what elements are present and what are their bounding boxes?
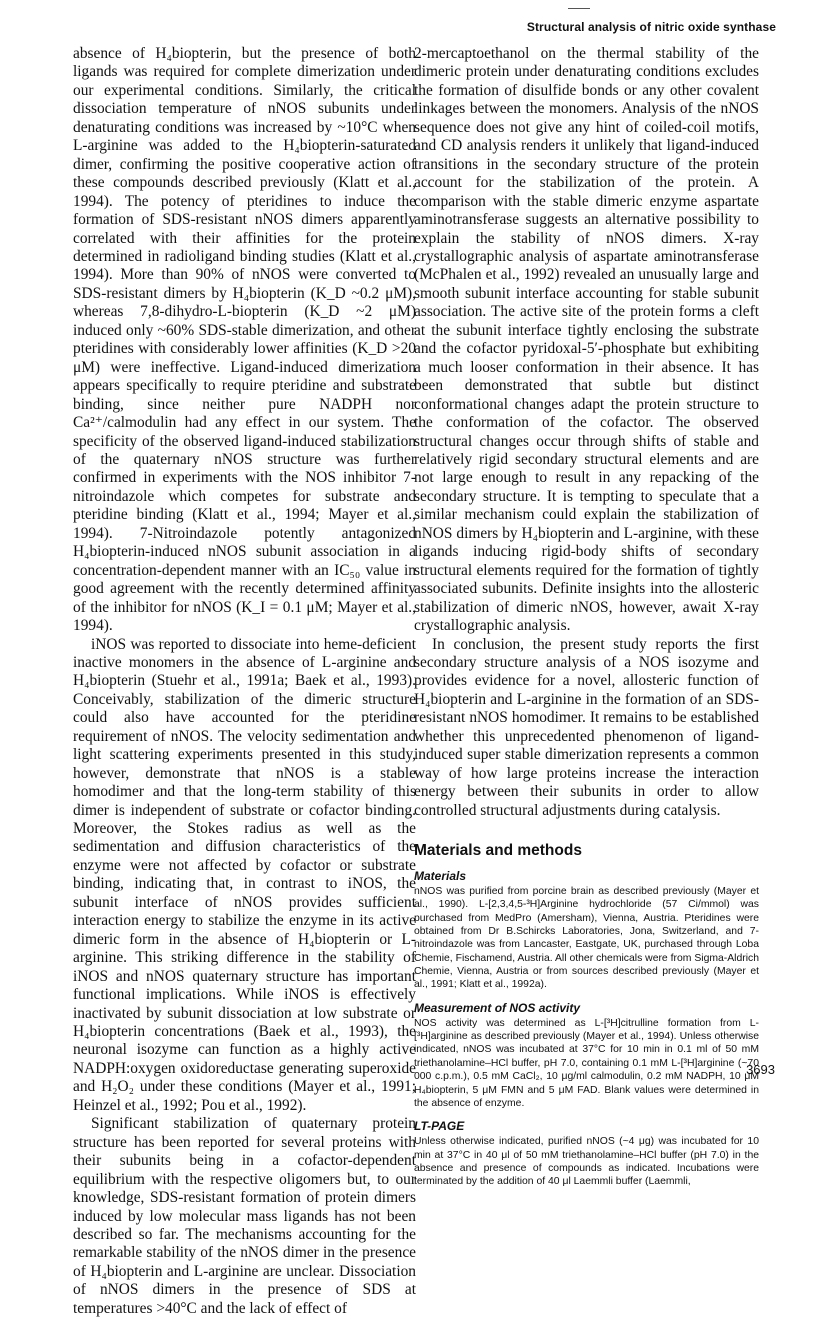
section-heading-materials-methods: Materials and methods	[414, 842, 582, 860]
subsection-heading-materials: Materials	[414, 869, 467, 884]
body-paragraph: In conclusion, the present study reports the first secondary structure analysis of a NOS isozyme and provides evidence for a novel, allosteric function of H₄biopterin and L-arginine in the formation of an SDS-resistant nNOS homodimer. It remains to be established whether this unprecedented phenomenon of ligand-induced super stable dimerization represents a common way of how large proteins increase the interaction energy between their subunits in order to allow controlled structural adjustments during catalysis.	[414, 635, 759, 819]
running-head: Structural analysis of nitric oxide synthase	[526, 20, 776, 34]
subsection-heading-nos-activity: Measurement of NOS activity	[414, 1000, 581, 1015]
subsection-heading-lt-page: LT-PAGE	[414, 1119, 465, 1134]
body-paragraph: iNOS was reported to dissociate into heme-deficient inactive monomers in the absence of L-arginine and H₄biopterin (Stuehr et al., 1991a; Baek et al., 1993). Conceivably, stabilization of the dimeric structure could also have accounted for the pteridine requirement of nNOS. The velocity sedimentation and light scattering experiments presented in this study, however, demonstrate that nNOS is a stable homodimer and that the long-term stability of this dimer is independent of substrate or cofactor binding. Moreover, the Stokes radius as well as the sedimentation and diffusion characteristics of the enzyme were not affected by cofactor or substrate binding, indicating that, in contrast to iNOS, the subunit interface of nNOS provides sufficient interaction energy to stabilize the enzyme in its active dimeric form in the absence of H₄biopterin or L-arginine. This striking difference in the stability of iNOS and nNOS quaternary structure has important functional implications. While iNOS is effectively inactivated by subunit dissociation at low substrate or H₄biopterin concentrations (Baek et al., 1993), the neuronal isozyme can function as a highly active NADPH:oxygen oxidoreductase generating superoxide and H₂O₂ under these conditions (Mayer et al., 1991; Heinzel et al., 1992; Pou et al., 1992).	[73, 635, 416, 1114]
subsection-text-materials: nNOS was purified from porcine brain as described previously (Mayer et al., 1990). L-[2,3,4,5-³H]Arginine hydrochloride (57 Ci/mmol) was purchased from MedPro (Amersham), Vienna, Austria. Pteridines were obtained from Dr B.Schircks Laboratories, Jona, Switzerland, and 7-nitroindazole was from Lancaster, Eastgate, UK, purchased through Loba Chemie, Fischamend, Austria. All other chemicals were from Sigma-Aldrich Chemie, Vienna, Austria or from sources described previously (Mayer et al., 1991; Klatt et al., 1992a).	[414, 886, 759, 991]
right-column	[414, 45, 759, 1189]
body-paragraph: Significant stabilization of quaternary protein structure has been reported for several proteins with their subunits being in a cofactor-dependent equilibrium with the respective oligomers but, to our knowledge, SDS-resistant formation of protein dimers induced by low molecular mass ligands has not been described so far. The mechanisms accounting for the remarkable stability of the nNOS dimer in the presence of H₄biopterin and L-arginine are unclear. Dissociation of nNOS dimers in the presence of SDS at temperatures >40°C and the lack of effect of	[73, 1115, 416, 1317]
subsection-text-nos-activity: NOS activity was determined as L-[³H]citrulline formation from L-[³H]arginine as described previously (Mayer et al., 1994). Unless otherwise indicated, nNOS was incubated at 37°C for 10 min in 0.1 ml of 50 mM triethanolamine–HCl buffer, pH 7.0, containing 0.1 mM L-[³H]arginine (~70 000 c.p.m.), 0.5 mM CaCl₂, 10 μg/ml calmodulin, 0.2 mM NADPH, 10 μM H₄biopterin, 5 μM FMN and 5 μM FAD. Blank values were determined in the absence of enzyme.	[414, 1017, 759, 1109]
body-paragraph: 2-mercaptoethanol on the thermal stability of the dimeric protein under denaturating conditions excludes the formation of disulfide bonds or any other covalent linkages between the monomers. Analysis of the nNOS sequence does not give any hint of coiled-coil motifs, and CD analysis renders it unlikely that ligand-induced transitions in the secondary structure of the protein account for the stabilization of the protein. A comparison with the stable dimeric enzyme aspartate aminotransferase suggests an alternative possibility to explain the stability of nNOS dimers. X-ray crystallographic analysis of aspartate aminotransferase (McPhalen et al., 1992) revealed an unusually large and smooth subunit interface accounting for stable subunit association. The active site of the protein forms a cleft at the subunit interface tightly enclosing the substrate and the cofactor pyridoxal-5′-phosphate but exhibiting a much looser conformation in their absence. It has been demonstrated that subtle but distinct conformational changes adapt the protein structure to the conformation of the cofactor. The observed structural changes occur through shifts of stable and relatively rigid secondary structural elements and are not large enough to result in any repacking of the secondary structure. It is tempting to speculate that a similar mechanism could explain the stabilization of nNOS dimers by H₄biopterin and L-arginine, with these ligands inducing rigid-body shifts of secondary structural elements required for the formation of tightly associated subunits. Definite insights into the allosteric stabilization of dimeric nNOS, however, await X-ray crystallographic analysis.	[414, 45, 759, 635]
header-rule	[568, 8, 590, 9]
body-paragraph: absence of H₄biopterin, but the presence of both ligands was required for complete dimerization under our experimental conditions. Similarly, the critical dissociation temperature of nNOS subunits under denaturating conditions was increased by ~10°C when L-arginine was added to the H₄biopterin-saturated dimer, confirming the positive cooperative action of these compounds described previously (Klatt et al., 1994). The potency of pteridines to induce the formation of SDS-resistant nNOS dimers apparently correlated with their affinities for the protein determined in radioligand binding studies (Klatt et al., 1994). More than 90% of nNOS were converted to SDS-resistant dimers by H₄biopterin (K_D ~0.2 μM), whereas 7,8-dihydro-L-biopterin (K_D ~2 μM) induced only ~60% SDS-stable dimerization, and other pteridines with considerably lower affinities (K_D >20 μM) were ineffective. Ligand-induced dimerization appears specifically to require pteridine and substrate binding, since neither pure NADPH nor Ca²⁺/calmodulin had any effect in our system. The specificity of the observed ligand-induced stabilization of the quaternary nNOS structure was further confirmed in experiments with the NOS inhibitor 7-nitroindazole which competes for substrate and pteridine binding (Klatt et al., 1994; Mayer et al., 1994). 7-Nitroindazole potently antagonized H₄biopterin-induced nNOS subunit association in a concentration-dependent manner with an IC₅₀ value in good agreement with the recently determined affinity of the inhibitor for nNOS (K_I = 0.1 μM; Mayer et al., 1994).	[73, 45, 416, 635]
left-column	[73, 45, 416, 1318]
page-number: 3693	[746, 1062, 775, 1077]
subsection-text-lt-page: Unless otherwise indicated, purified nNOS (~4 μg) was incubated for 10 min at 37°C in 40 μl of 50 mM triethanolamine–HCl buffer (pH 7.0) in the absence and presence of compounds as indicated. Incubations were terminated by the addition of 40 μl Laemmli buffer (Laemmli,	[414, 1136, 759, 1188]
